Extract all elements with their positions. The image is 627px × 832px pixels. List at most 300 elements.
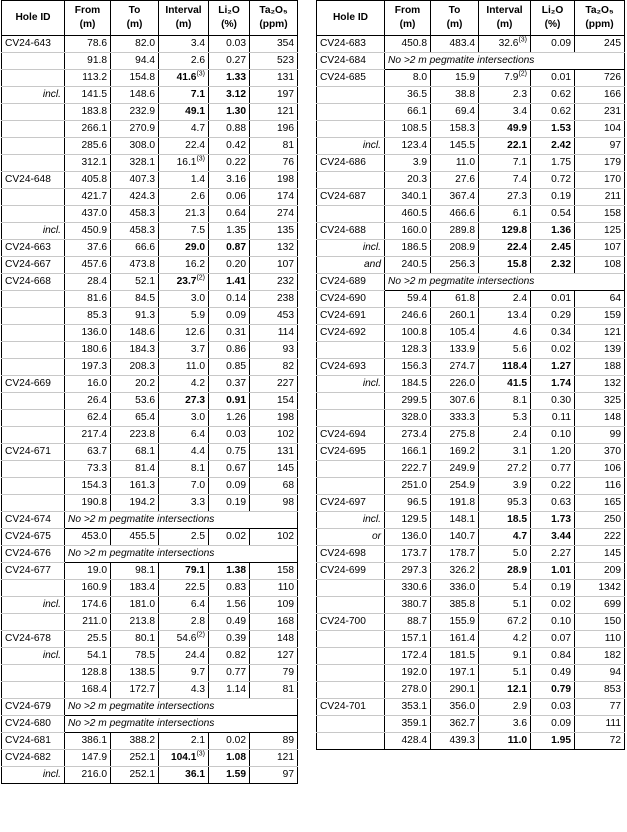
to-cell: 38.8 (431, 87, 479, 104)
li2o-cell: 1.08 (209, 750, 250, 767)
footnote-marker: (2) (196, 274, 205, 282)
from-cell: 78.6 (65, 36, 111, 53)
from-cell: 353.1 (385, 699, 431, 716)
interval-cell (159, 529, 209, 546)
footnote-marker: (2) (196, 631, 205, 639)
hole-id-cell (317, 87, 385, 104)
table-row (2, 206, 298, 223)
hole-id-cell (317, 733, 385, 750)
from-cell: 63.7 (65, 444, 111, 461)
interval-cell (479, 393, 531, 410)
to-cell: 367.4 (431, 189, 479, 206)
from-cell: 216.0 (65, 767, 111, 784)
hole-id-cell (317, 597, 385, 614)
ta2o5-cell: 109 (250, 597, 298, 614)
interval-cell (479, 325, 531, 342)
table-row (2, 733, 298, 750)
hole-id-cell: CV24-680 (2, 716, 65, 733)
to-cell: 197.1 (431, 665, 479, 682)
qualifier-cell: and (317, 257, 385, 274)
from-cell: 20.3 (385, 172, 431, 189)
to-cell: 274.7 (431, 359, 479, 376)
hole-id-cell (317, 393, 385, 410)
to-cell: 81.4 (111, 461, 159, 478)
table-row (317, 444, 625, 461)
li2o-cell: 1.35 (209, 223, 250, 240)
table-row (317, 70, 625, 87)
interval-value: 4.7 (512, 531, 527, 543)
from-cell: 184.5 (385, 376, 431, 393)
to-cell: 61.8 (431, 291, 479, 308)
table-row (317, 36, 625, 53)
hole-id-cell: CV24-694 (317, 427, 385, 444)
hole-id-cell (2, 121, 65, 138)
li2o-cell: 1.33 (209, 70, 250, 87)
hole-id-cell: CV24-692 (317, 325, 385, 342)
interval-value: 13.4 (507, 310, 527, 322)
li2o-cell: 0.42 (209, 138, 250, 155)
interval-value: 27.3 (185, 395, 205, 407)
ta2o5-cell: 274 (250, 206, 298, 223)
interval-value: 8.1 (512, 395, 527, 407)
table-row (317, 87, 625, 104)
header-label: Ta₂O₅ (585, 5, 614, 16)
from-cell: 26.4 (65, 393, 111, 410)
interval-cell (479, 291, 531, 308)
interval-value: 49.9 (507, 123, 527, 135)
from-cell: 183.8 (65, 104, 111, 121)
ta2o5-cell: 179 (575, 155, 625, 172)
hole-id-cell: CV24-695 (317, 444, 385, 461)
interval-cell (479, 580, 531, 597)
no-pegmatite-note: No >2 m pegmatite intersections (385, 274, 625, 291)
hole-id-cell (2, 495, 65, 512)
to-cell: 275.8 (431, 427, 479, 444)
hole-id-cell: CV24-691 (317, 308, 385, 325)
li2o-cell: 0.07 (531, 631, 575, 648)
li2o-cell: 0.09 (531, 36, 575, 53)
li2o-cell: 0.03 (209, 427, 250, 444)
table-row (2, 716, 298, 733)
to-cell: 208.3 (111, 359, 159, 376)
no-pegmatite-note: No >2 m pegmatite intersections (65, 546, 298, 563)
to-header (431, 1, 479, 36)
hole-id-cell: CV24-648 (2, 172, 65, 189)
ta2o5-cell: 82 (250, 359, 298, 376)
from-cell: 251.0 (385, 478, 431, 495)
to-cell: 223.8 (111, 427, 159, 444)
interval-cell (479, 444, 531, 461)
to-cell: 213.8 (111, 614, 159, 631)
interval-value: 118.4 (502, 361, 527, 373)
table-row (2, 240, 298, 257)
from-cell: 457.6 (65, 257, 111, 274)
interval-cell (159, 274, 209, 291)
table-row (317, 665, 625, 682)
to-cell: 308.0 (111, 138, 159, 155)
ta2o5-cell: 145 (575, 546, 625, 563)
from-cell: 108.5 (385, 121, 431, 138)
interval-cell (479, 410, 531, 427)
footnote-marker: (3) (196, 750, 205, 758)
footnote-marker: (2) (518, 70, 527, 78)
to-cell: 290.1 (431, 682, 479, 699)
ta2o5-cell: 222 (575, 529, 625, 546)
to-cell: 145.5 (431, 138, 479, 155)
from-cell: 81.6 (65, 291, 111, 308)
ta2o5-cell: 102 (250, 529, 298, 546)
to-cell: 69.4 (431, 104, 479, 121)
li2o-cell: 1.73 (531, 512, 575, 529)
from-cell: 211.0 (65, 614, 111, 631)
hole-id-cell (317, 580, 385, 597)
ta2o5-cell: 211 (575, 189, 625, 206)
from-cell: 88.7 (385, 614, 431, 631)
interval-value: 7.0 (190, 480, 205, 492)
li2o-cell: 2.42 (531, 138, 575, 155)
qualifier-cell: incl. (317, 240, 385, 257)
interval-value: 28.9 (507, 565, 527, 577)
hole-id-cell: CV24-668 (2, 274, 65, 291)
header-unit: (m) (496, 19, 513, 30)
hole-id-cell (2, 155, 65, 172)
ta2o5-cell: 97 (250, 767, 298, 784)
table-row (2, 291, 298, 308)
to-cell: 155.9 (431, 614, 479, 631)
from-cell: 59.4 (385, 291, 431, 308)
ta2o5-cell: 93 (250, 342, 298, 359)
hole-id-cell (2, 325, 65, 342)
from-cell: 123.4 (385, 138, 431, 155)
from-cell: 460.5 (385, 206, 431, 223)
table-row (2, 342, 298, 359)
hole-id-cell: CV24-675 (2, 529, 65, 546)
hole-id-cell (2, 478, 65, 495)
ta2o5-cell: 196 (250, 121, 298, 138)
interval-value: 7.1 (190, 89, 205, 101)
li2o-cell: 0.02 (209, 529, 250, 546)
interval-value: 12.1 (507, 684, 527, 696)
ta2o5-cell: 159 (575, 308, 625, 325)
hole-id-cell (317, 682, 385, 699)
to-cell: 94.4 (111, 53, 159, 70)
from-cell: 36.5 (385, 87, 431, 104)
from-cell: 217.4 (65, 427, 111, 444)
hole-id-cell (2, 427, 65, 444)
to-cell: 169.2 (431, 444, 479, 461)
li2o-cell: 1.26 (209, 410, 250, 427)
ta2o5-header (250, 1, 298, 36)
li2o-cell: 0.79 (531, 682, 575, 699)
hole-id-cell: CV24-677 (2, 563, 65, 580)
from-cell: 330.6 (385, 580, 431, 597)
from-cell: 157.1 (385, 631, 431, 648)
to-cell: 148.6 (111, 87, 159, 104)
interval-value: 7.9 (504, 72, 519, 84)
interval-value: 5.0 (512, 548, 527, 560)
hole-id-cell (2, 393, 65, 410)
li2o-cell: 0.49 (209, 614, 250, 631)
to-cell: 148.6 (111, 325, 159, 342)
table-row (317, 121, 625, 138)
interval-cell (159, 376, 209, 393)
from-cell: 450.9 (65, 223, 111, 240)
interval-cell (479, 529, 531, 546)
ta2o5-cell: 102 (250, 427, 298, 444)
table-row (2, 682, 298, 699)
from-cell: 180.6 (65, 342, 111, 359)
ta2o5-cell: 1342 (575, 580, 625, 597)
ta2o5-cell: 182 (575, 648, 625, 665)
li2o-cell: 0.75 (209, 444, 250, 461)
table-row (2, 495, 298, 512)
interval-value: 12.6 (185, 327, 205, 339)
table-row (317, 597, 625, 614)
interval-cell (479, 342, 531, 359)
interval-value: 3.6 (512, 718, 527, 730)
li2o-cell: 0.19 (531, 189, 575, 206)
interval-value: 6.1 (512, 208, 527, 220)
from-cell: 246.6 (385, 308, 431, 325)
interval-cell (159, 359, 209, 376)
interval-value: 7.1 (512, 157, 527, 169)
table-row (2, 410, 298, 427)
hole-id-header (2, 1, 65, 36)
interval-cell (159, 478, 209, 495)
interval-cell (159, 121, 209, 138)
from-cell: 340.1 (385, 189, 431, 206)
interval-value: 2.1 (190, 735, 205, 747)
hole-id-cell (2, 70, 65, 87)
interval-value: 4.7 (190, 123, 205, 135)
interval-value: 95.3 (507, 497, 527, 509)
to-cell: 333.3 (431, 410, 479, 427)
interval-value: 16.2 (185, 259, 205, 271)
from-cell: 192.0 (385, 665, 431, 682)
to-cell: 158.3 (431, 121, 479, 138)
to-cell: 252.1 (111, 767, 159, 784)
ta2o5-cell: 104 (575, 121, 625, 138)
table-row (2, 512, 298, 529)
table-row (317, 733, 625, 750)
from-cell: 450.8 (385, 36, 431, 53)
interval-value: 4.2 (190, 378, 205, 390)
to-cell: 161.4 (431, 631, 479, 648)
from-cell: 128.8 (65, 665, 111, 682)
ta2o5-cell: 121 (250, 750, 298, 767)
ta2o5-cell: 121 (575, 325, 625, 342)
ta2o5-cell: 453 (250, 308, 298, 325)
interval-cell (479, 512, 531, 529)
li2o-cell: 0.88 (209, 121, 250, 138)
interval-cell (479, 121, 531, 138)
ta2o5-cell: 125 (575, 223, 625, 240)
li2o-cell: 0.30 (531, 393, 575, 410)
from-cell: 16.0 (65, 376, 111, 393)
interval-value: 8.1 (190, 463, 205, 475)
li2o-cell: 0.19 (209, 495, 250, 512)
table-row (2, 750, 298, 767)
ta2o5-cell: 135 (250, 223, 298, 240)
to-cell: 181.5 (431, 648, 479, 665)
li2o-cell: 0.86 (209, 342, 250, 359)
hole-id-cell: CV24-678 (2, 631, 65, 648)
li2o-cell: 0.02 (531, 597, 575, 614)
interval-value: 1.4 (190, 174, 205, 186)
hole-id-cell (317, 461, 385, 478)
from-cell: 28.4 (65, 274, 111, 291)
no-pegmatite-note: No >2 m pegmatite intersections (65, 512, 298, 529)
ta2o5-cell: 139 (575, 342, 625, 359)
interval-cell (479, 733, 531, 750)
interval-cell (479, 70, 531, 87)
interval-value: 5.1 (512, 667, 527, 679)
table-row (317, 614, 625, 631)
to-cell: 80.1 (111, 631, 159, 648)
table-row (317, 172, 625, 189)
hole-id-cell (317, 121, 385, 138)
hole-id-header (317, 1, 385, 36)
to-cell: 78.5 (111, 648, 159, 665)
li2o-cell: 0.67 (209, 461, 250, 478)
table-row (2, 546, 298, 563)
ta2o5-cell: 121 (250, 104, 298, 121)
hole-id-cell: CV24-697 (317, 495, 385, 512)
from-cell: 19.0 (65, 563, 111, 580)
to-cell: 184.3 (111, 342, 159, 359)
ta2o5-cell: 370 (575, 444, 625, 461)
header-unit: (ppm) (259, 19, 288, 30)
interval-value: 18.5 (507, 514, 527, 526)
to-cell: 362.7 (431, 716, 479, 733)
ta2o5-cell: 79 (250, 665, 298, 682)
header-label: From (74, 5, 101, 16)
no-pegmatite-note: No >2 m pegmatite intersections (65, 716, 298, 733)
interval-cell (159, 733, 209, 750)
ta2o5-cell: 116 (575, 478, 625, 495)
to-cell: 148.1 (431, 512, 479, 529)
interval-header (159, 1, 209, 36)
interval-cell (479, 240, 531, 257)
hole-id-cell: CV24-686 (317, 155, 385, 172)
ta2o5-cell: 132 (250, 240, 298, 257)
li2o-cell: 0.82 (209, 648, 250, 665)
li2o-cell: 0.10 (531, 614, 575, 631)
interval-value: 3.3 (190, 497, 205, 509)
li2o-cell: 0.11 (531, 410, 575, 427)
li2o-cell: 0.09 (209, 478, 250, 495)
from-cell: 3.9 (385, 155, 431, 172)
hole-id-cell: CV24-685 (317, 70, 385, 87)
to-cell: 458.3 (111, 206, 159, 223)
from-cell: 240.5 (385, 257, 431, 274)
to-cell: 326.2 (431, 563, 479, 580)
interval-cell (479, 665, 531, 682)
to-cell: 181.0 (111, 597, 159, 614)
interval-cell (159, 597, 209, 614)
hole-id-cell (2, 291, 65, 308)
header-label: Interval (165, 5, 202, 16)
table-row (317, 206, 625, 223)
ta2o5-cell: 107 (575, 240, 625, 257)
table-row (317, 427, 625, 444)
footnote-marker: (3) (196, 70, 205, 78)
ta2o5-cell: 68 (250, 478, 298, 495)
to-cell: 226.0 (431, 376, 479, 393)
interval-cell (479, 648, 531, 665)
interval-value: 3.4 (512, 106, 527, 118)
hole-id-cell (317, 716, 385, 733)
hole-id-cell (2, 206, 65, 223)
to-cell: 260.1 (431, 308, 479, 325)
li2o-cell: 0.64 (209, 206, 250, 223)
interval-value: 3.7 (190, 344, 205, 356)
li2o-cell: 3.12 (209, 87, 250, 104)
table-header (2, 1, 298, 36)
li2o-cell: 3.44 (531, 529, 575, 546)
ta2o5-cell: 166 (575, 87, 625, 104)
table-row (2, 308, 298, 325)
li2o-cell: 2.45 (531, 240, 575, 257)
hole-id-cell (2, 359, 65, 376)
hole-id-cell (317, 206, 385, 223)
qualifier-cell: or (317, 529, 385, 546)
li2o-cell: 2.27 (531, 546, 575, 563)
ta2o5-cell: 227 (250, 376, 298, 393)
interval-cell (159, 53, 209, 70)
table-row (317, 580, 625, 597)
table-row (317, 512, 625, 529)
from-cell: 405.8 (65, 172, 111, 189)
hole-id-cell: CV24-690 (317, 291, 385, 308)
qualifier-cell: incl. (317, 138, 385, 155)
to-cell: 154.8 (111, 70, 159, 87)
from-cell: 285.6 (65, 138, 111, 155)
ta2o5-cell: 174 (250, 189, 298, 206)
ta2o5-cell: 148 (250, 631, 298, 648)
to-cell: 172.7 (111, 682, 159, 699)
interval-value: 24.4 (185, 650, 205, 662)
li2o-cell: 3.16 (209, 172, 250, 189)
interval-value: 49.1 (185, 106, 205, 118)
hole-id-cell: CV24-689 (317, 274, 385, 291)
to-cell: 98.1 (111, 563, 159, 580)
table-row (317, 53, 625, 70)
table-row (2, 529, 298, 546)
interval-cell (159, 189, 209, 206)
to-cell: 356.0 (431, 699, 479, 716)
interval-value: 67.2 (507, 616, 527, 628)
hole-id-cell (2, 308, 65, 325)
table-row (317, 529, 625, 546)
hole-id-cell (317, 410, 385, 427)
li2o-cell: 1.30 (209, 104, 250, 121)
li2o-cell: 0.01 (531, 291, 575, 308)
li2o-cell: 0.72 (531, 172, 575, 189)
table-row (2, 665, 298, 682)
ta2o5-cell: 111 (575, 716, 625, 733)
table-row (317, 546, 625, 563)
table-row (317, 648, 625, 665)
hole-id-cell (2, 189, 65, 206)
table-row (317, 257, 625, 274)
interval-value: 6.4 (190, 429, 205, 441)
interval-value: 5.4 (512, 582, 527, 594)
to-cell: 388.2 (111, 733, 159, 750)
table-row (2, 223, 298, 240)
interval-cell (479, 682, 531, 699)
from-cell: 156.3 (385, 359, 431, 376)
